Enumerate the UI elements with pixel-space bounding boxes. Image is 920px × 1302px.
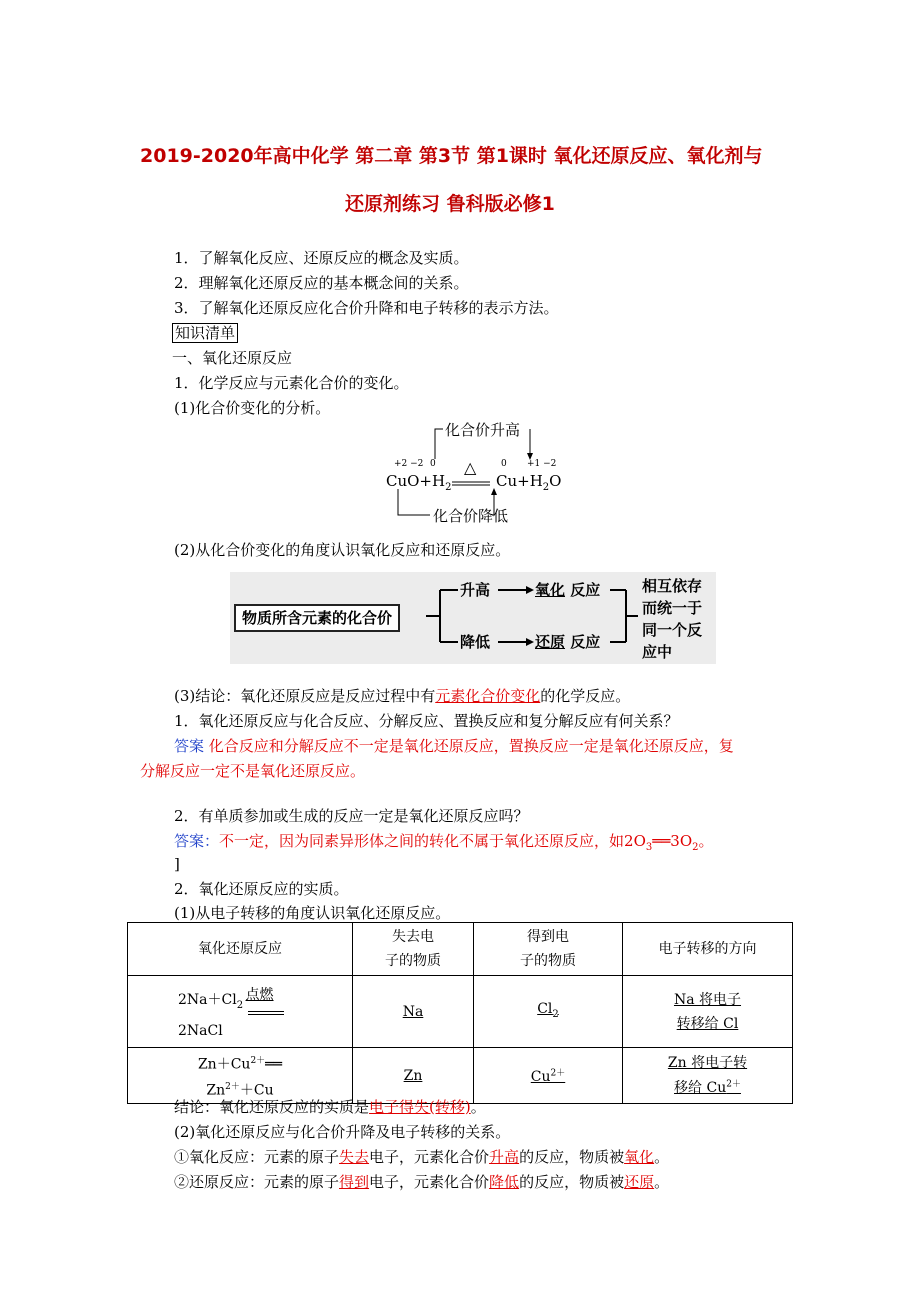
table-row <box>128 976 793 1048</box>
item2-sub2: (2)氧化还原反应与化合价升降及电子转移的关系。 <box>174 1123 511 1141</box>
objective-3: 3．了解氧化还原反应化合价升降和电子转移的表示方法。 <box>174 299 559 317</box>
question-1: 1．氧化还原反应与化合反应、分解反应、置换反应和复分解反应有何关系？ <box>174 712 679 730</box>
answer-2: 答案：不一定，因为同素异形体之间的转化不属于氧化还原反应，如$2O_3══3O_2$。 <box>174 832 714 853</box>
objective-1: 1．了解氧化反应、还原反应的概念及实质。 <box>174 249 469 267</box>
reaction-cell: $2Na+Cl_2$ 点燃 2NaCl <box>128 976 353 1048</box>
gain-electron-cell: $Cl_2$ <box>474 976 623 1048</box>
reaction-cell: $Zn+Cu^{2+}══$ $Zn^{2+}+Cu$ <box>128 1048 353 1104</box>
doc-title-line1: 2019-2020年高中化学 第二章 第3节 第1课时 氧化还原反应、氧化剂与 <box>140 145 763 167</box>
table-row <box>128 1048 793 1104</box>
scheme-branch-up: 升高 <box>460 581 491 599</box>
item2-heading: 2．氧化还原反应的实质。 <box>174 880 349 898</box>
scheme-conclusion-4: 应中 <box>642 643 673 661</box>
lose-electron-cell: Na <box>353 976 474 1048</box>
scheme-conclusion-3: 同一个反 <box>642 621 703 639</box>
doc-title-line2: 还原剂练习 鲁科版必修1 <box>345 193 555 215</box>
objective-2: 2．理解氧化还原反应的基本概念间的关系。 <box>174 274 469 292</box>
reaction-condition: △ <box>464 458 477 477</box>
ox-state-h2: 0 <box>430 459 436 469</box>
item2-sub1: (1)从电子转移的角度认识氧化还原反应。 <box>174 904 451 922</box>
reduction-definition: ②还原反应：元素的原子得到电子，元素化合价降低的反应，物质被还原。 <box>174 1173 670 1191</box>
table-header-row <box>128 923 793 976</box>
ox-state-h2o: +1 −2 <box>527 459 557 469</box>
answer-valence-change: 元素化合价变化 <box>435 687 541 705</box>
scheme-result-reduction: 还原 反应 <box>535 633 601 651</box>
gain-electron-cell: $Cu^{2+}$ <box>474 1048 623 1104</box>
section1-heading: 一、氧化还原反应 <box>172 349 293 367</box>
item1-sub1: (1)化合价变化的分析。 <box>174 399 331 417</box>
answer-1-line1: 答案 化合反应和分解反应不一定是氧化还原反应，置换反应一定是氧化还原反应，复 <box>174 737 734 755</box>
scheme-branch-down: 降低 <box>460 633 491 651</box>
answer-electron-transfer: 电子得失(转移) <box>369 1098 471 1116</box>
table-header: 失去电 子的物质 <box>353 923 474 976</box>
knowledge-label: 知识清单 <box>172 323 238 343</box>
answer-1-line2: 分解反应一定不是氧化还原反应。 <box>140 762 366 780</box>
valence-rise-label: 化合价升高 <box>445 421 521 439</box>
conclusion-2: 结论：氧化还原反应的实质是电子得失(转移)。 <box>174 1098 486 1116</box>
table-header: 电子转移的方向 <box>623 923 793 976</box>
transfer-direction-cell: Zn 将电子转 移给 $Cu^{2+}$ <box>623 1048 793 1104</box>
question-2: 2．有单质参加或生成的反应一定是氧化还原反应吗？ <box>174 807 529 825</box>
scheme-conclusion-1: 相互依存 <box>642 577 703 595</box>
scheme-result-oxidation: 氧化 反应 <box>535 581 601 599</box>
scheme-source-box: 物质所含元素的化合价 <box>234 604 400 632</box>
scheme-conclusion-2: 而统一于 <box>642 599 703 617</box>
table-header: 氧化还原反应 <box>128 923 353 976</box>
stray-bracket: ] <box>174 855 180 873</box>
item1-sub2: (2)从化合价变化的角度认识氧化反应和还原反应。 <box>174 541 511 559</box>
ox-state-cu: 0 <box>501 459 507 469</box>
transfer-direction-cell: Na 将电子 转移给 Cl <box>623 976 793 1048</box>
item1-sub3: (3)结论：氧化还原反应是反应过程中有元素化合价变化的化学反应。 <box>174 687 631 705</box>
electron-transfer-table <box>127 922 793 1104</box>
valence-drop-label: 化合价降低 <box>433 507 509 525</box>
equation-right: $Cu+H_2O$ <box>496 472 562 493</box>
equation-left: $CuO+H_2$ <box>386 472 452 493</box>
item1-heading: 1．化学反应与元素化合价的变化。 <box>174 374 409 392</box>
lose-electron-cell: Zn <box>353 1048 474 1104</box>
table-header: 得到电 子的物质 <box>474 923 623 976</box>
ox-state-cuo: +2 −2 <box>394 459 424 469</box>
oxidation-definition: ①氧化反应：元素的原子失去电子，元素化合价升高的反应，物质被氧化。 <box>174 1148 670 1166</box>
